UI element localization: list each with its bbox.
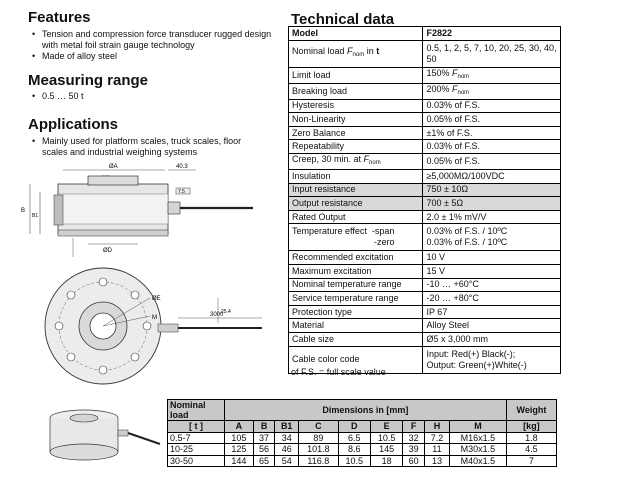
table-cell: Output resistance: [289, 197, 423, 211]
table-cell: -20 … +80°C: [423, 292, 561, 306]
list-item: • Mainly used for platform scales, truck scales, floor scales and industrial weighing systems: [42, 136, 263, 158]
table-cell: 10.5: [370, 432, 402, 444]
table-header-nominal-load: Nominal load: [168, 400, 225, 421]
table-cell: Input resistance: [289, 183, 423, 197]
bolt-hole: [99, 366, 107, 374]
table-row: [168, 455, 557, 467]
table-cell: 18: [370, 455, 402, 467]
table-cell: 39: [403, 444, 425, 456]
table-row: [289, 40, 561, 67]
cable: [128, 433, 160, 444]
table-row: [168, 421, 557, 433]
table-cell: 13: [424, 455, 449, 467]
table-row: [289, 224, 561, 251]
table-cell: Material: [289, 319, 423, 333]
table-row: [289, 332, 561, 346]
table-cell: 0.5, 1, 2, 5, 7, 10, 20, 25, 30, 40, 50: [423, 40, 561, 67]
applications-heading: Applications: [28, 116, 119, 133]
bolt-hole: [131, 353, 139, 361]
features-section: [28, 9, 288, 62]
table-row: [289, 183, 561, 197]
technical-data-table: [288, 26, 561, 374]
dim-label-3000: 3000: [210, 312, 224, 318]
table-cell: 144: [225, 455, 254, 467]
table-cell: 54: [275, 455, 299, 467]
table-cell: 60: [403, 455, 425, 467]
table-cell: 0.03% of F.S.: [423, 140, 561, 154]
table-cell: 1.8: [506, 432, 556, 444]
table-row: [289, 126, 561, 140]
table-cell: Breaking load: [289, 83, 423, 99]
table-cell: IP 67: [423, 305, 561, 319]
table-cell: Non-Linearity: [289, 113, 423, 127]
dim-label-m: M: [152, 315, 157, 321]
table-cell: Model: [289, 27, 423, 41]
table-cell: 150% $F_{nom}$: [423, 67, 561, 83]
table-cell: 89: [299, 432, 339, 444]
table-row: [168, 444, 557, 456]
table-cell: Alloy Steel: [423, 319, 561, 333]
table-cell: Service temperature range: [289, 292, 423, 306]
table-cell: 2.0 ± 1% mV/V: [423, 210, 561, 224]
table-row: [289, 140, 561, 154]
table-header-cell: [ t ]: [168, 421, 225, 433]
table-cell: Repeatability: [289, 140, 423, 154]
measuring-range-list: [28, 91, 288, 102]
table-header-cell: E: [370, 421, 402, 433]
table-header-cell: [kg]: [506, 421, 556, 433]
table-cell: 200% $F_{nom}$: [423, 83, 561, 99]
measuring-range-section: [28, 72, 288, 102]
table-cell: 6.5: [338, 432, 370, 444]
table-row: [289, 319, 561, 333]
table-cell: Protection type: [289, 305, 423, 319]
side-view-drawing: [18, 162, 276, 262]
dim-label-b1: B1: [32, 213, 39, 219]
footnote: of F.S. = full scale value: [291, 367, 386, 377]
table-header-cell: B: [253, 421, 275, 433]
table-row: [289, 169, 561, 183]
table-cell: Recommended excitation: [289, 251, 423, 265]
table-cell: Insulation: [289, 169, 423, 183]
table-header-cell: M: [450, 421, 507, 433]
features-heading: Features: [28, 9, 91, 26]
table-row: [289, 210, 561, 224]
table-cell: 37: [253, 432, 275, 444]
table-cell: 0.05% of F.S.: [423, 153, 561, 169]
table-cell: Ø5 x 3,000 mm: [423, 332, 561, 346]
top-view-drawing: [40, 258, 270, 398]
table-cell: 0.5-7: [168, 432, 225, 444]
load-button: [88, 176, 138, 185]
table-header-cell: B1: [275, 421, 299, 433]
dim-label-25: 25.4: [221, 309, 231, 315]
applications-list: [28, 136, 263, 158]
table-cell: 0.03% of F.S.: [423, 99, 561, 113]
bolt-hole: [67, 291, 75, 299]
table-header-cell: C: [299, 421, 339, 433]
table-cell: Limit load: [289, 67, 423, 83]
table-cell: 125: [225, 444, 254, 456]
table-cell: Rated Output: [289, 210, 423, 224]
bolt-hole: [55, 322, 63, 330]
table-cell: Creep, 30 min. at $F_{nom}$: [289, 153, 423, 169]
table-row: [289, 305, 561, 319]
applications-section: [28, 116, 263, 158]
table-cell: 32: [403, 432, 425, 444]
table-row: [289, 27, 561, 41]
table-cell: ≥5,000MΩ/100VDC: [423, 169, 561, 183]
table-cell: 15 V: [423, 264, 561, 278]
table-cell: Maximum excitation: [289, 264, 423, 278]
table-cell: Nominal load $F_{nom}$ in t: [289, 40, 423, 67]
table-cell: Cable size: [289, 332, 423, 346]
table-cell: M40x1.5: [450, 455, 507, 467]
table-cell: 0.03% of F.S. / 10ºC 0.03% of F.S. / 10ºC: [423, 224, 561, 251]
table-cell: 0.05% of F.S.: [423, 113, 561, 127]
table-header-cell: A: [225, 421, 254, 433]
dim-label-40: 40.3: [176, 164, 188, 170]
table-cell: 8.6: [338, 444, 370, 456]
table-cell: 30-50: [168, 455, 225, 467]
measuring-range-heading: Measuring range: [28, 72, 149, 89]
dim-label-d: ØD: [103, 248, 112, 254]
table-row: [289, 99, 561, 113]
dim-label-th: 7.5: [178, 189, 185, 195]
table-cell: 4.5: [506, 444, 556, 456]
bolt-hole: [143, 322, 151, 330]
table-cell: 7: [506, 455, 556, 467]
table-cell: Zero Balance: [289, 126, 423, 140]
table-cell: 56: [253, 444, 275, 456]
isometric-drawing: [44, 404, 162, 476]
list-item: • 0.5 … 50 t: [42, 91, 288, 102]
table-cell: 10.5: [338, 455, 370, 467]
table-cell: 700 ± 5Ω: [423, 197, 561, 211]
table-row: [289, 113, 561, 127]
dimensions-table: [167, 399, 557, 467]
features-list: [28, 29, 288, 62]
table-row: [289, 264, 561, 278]
table-header-dimensions: Dimensions in [mm]: [225, 400, 507, 421]
bolt-hole: [131, 291, 139, 299]
table-cell: 46: [275, 444, 299, 456]
table-row: [168, 432, 557, 444]
table-cell: 7.2: [424, 432, 449, 444]
table-cell: Input: Red(+) Black(-); Output: Green(+)White(-): [423, 346, 561, 373]
table-row: [289, 197, 561, 211]
table-row: [168, 400, 557, 421]
list-item: • Tension and compression force transducer rugged design with metal foil strain gauge technology: [42, 29, 288, 51]
table-header-cell: F: [403, 421, 425, 433]
table-cell: 145: [370, 444, 402, 456]
table-cell: M30x1.5: [450, 444, 507, 456]
table-row: [289, 278, 561, 292]
table-row: [289, 83, 561, 99]
table-cell: 11: [424, 444, 449, 456]
cable-gland: [168, 202, 180, 214]
table-cell: 65: [253, 455, 275, 467]
bolt-hole: [99, 278, 107, 286]
bolt-hole: [67, 353, 75, 361]
table-row: [289, 292, 561, 306]
table-cell: 10-25: [168, 444, 225, 456]
dim-label-e: ØE: [152, 296, 161, 302]
table-header-cell: H: [424, 421, 449, 433]
table-cell: F2822: [423, 27, 561, 41]
dim-label-a: ØA: [109, 164, 118, 170]
table-row: [289, 251, 561, 265]
table-row: [289, 153, 561, 169]
table-cell: 105: [225, 432, 254, 444]
table-cell: ±1% of F.S.: [423, 126, 561, 140]
table-cell: Temperature effect -span -zero: [289, 224, 423, 251]
table-header-cell: D: [338, 421, 370, 433]
table-cell: 10 V: [423, 251, 561, 265]
table-cell: 750 ± 10Ω: [423, 183, 561, 197]
dim-label-b: B: [21, 208, 26, 214]
table-header-weight: Weight: [506, 400, 556, 421]
table-cell: Hysteresis: [289, 99, 423, 113]
table-cell: -10 … +60°C: [423, 278, 561, 292]
table-cell: 34: [275, 432, 299, 444]
table-row: [289, 67, 561, 83]
table-cell: 116.8: [299, 455, 339, 467]
table-cell: Nominal temperature range: [289, 278, 423, 292]
table-cell: Cable color code: [289, 346, 423, 373]
table-cell: M16x1.5: [450, 432, 507, 444]
technical-data-heading: Technical data: [291, 11, 395, 28]
table-cell: 101.8: [299, 444, 339, 456]
list-item: • Made of alloy steel: [42, 51, 288, 62]
